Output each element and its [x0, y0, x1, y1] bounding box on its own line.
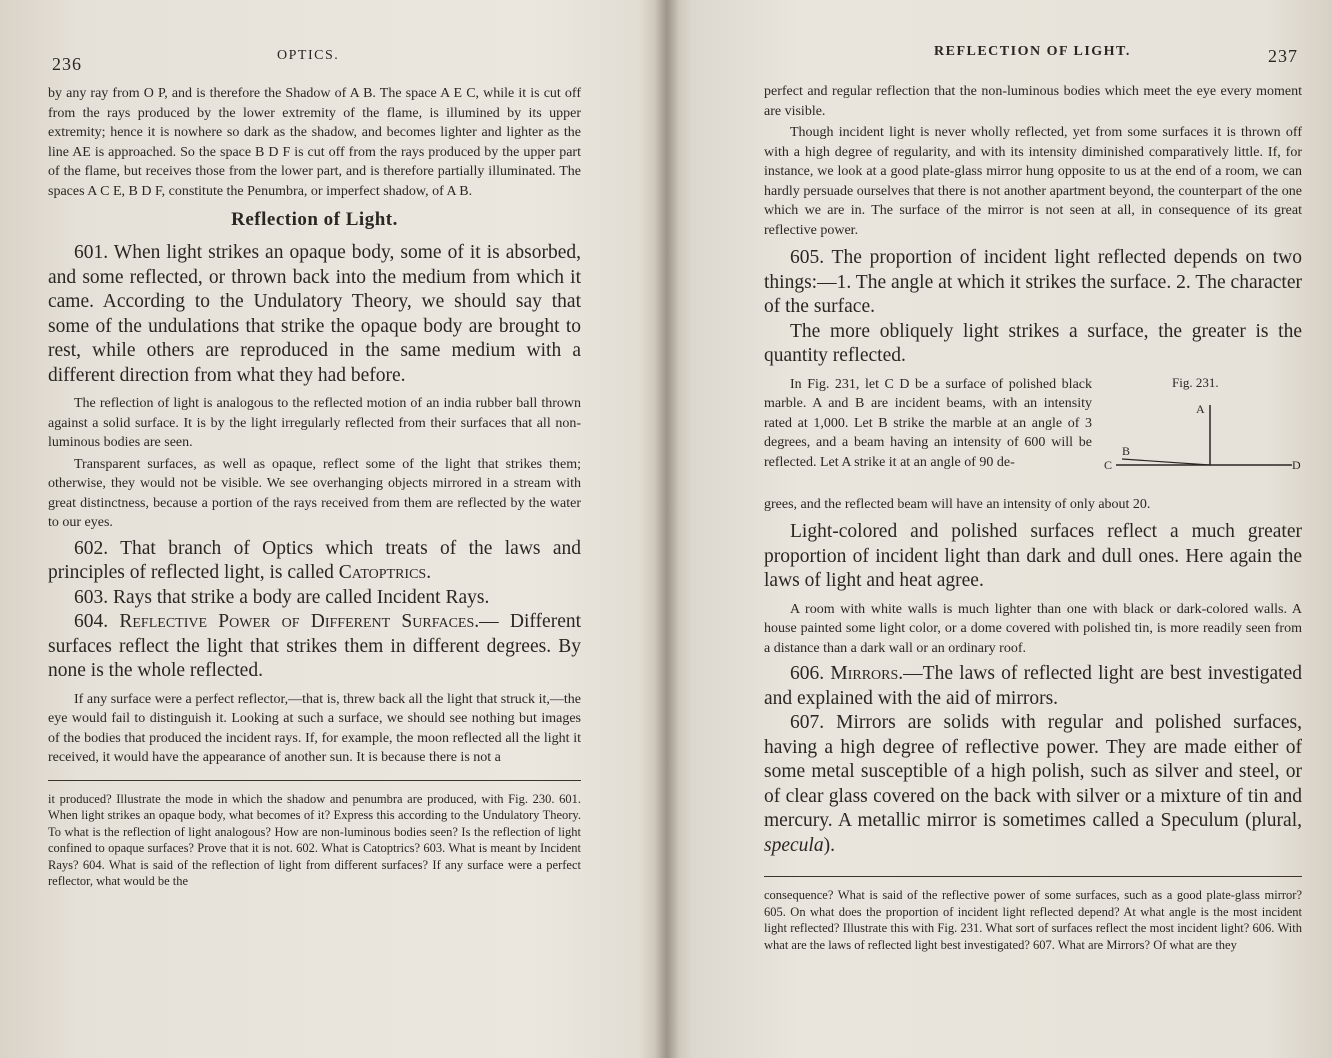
paragraph-601: 601. When light strikes an opaque body, some of it is absorbed, and some reflected, or thrown back into the medium from which it came. According to the Undulatory Theory, we should say that some of the undulations that strike the opaque body are brought to rest, while others are reproduced in the same medium with a different direction from what they had before. [48, 242, 581, 386]
paragraph-604 [48, 610, 581, 684]
footnote-rule-left [48, 780, 581, 781]
paragraph-605: 605. The proportion of incident light reflected depends on two things:—1. The angle at which it strikes the surface. 2. The character of the surface. [764, 247, 1302, 317]
figure-231-caption: Fig. 231. [1172, 374, 1219, 390]
p607-end: ). [823, 834, 835, 856]
note-white-walls: A room with white walls is much lighter than one with black or dark-colored walls. A house painted some light color, or a dome covered with polished tin, is more readily seen from a distance than a dark wall or an ordinary roof. [764, 601, 1302, 656]
book-gutter [655, 0, 679, 1058]
note-604: If any surface were a perfect reflector,—that is, threw back all the light that struck it,—the eye would fail to distinguish it. Looking at such a surface, we should see nothing but images of the bodies that produced the incident rays. If, for example, the moon reflected all the light it received, it would have the appearance of another sun. It is because there is not a [48, 691, 581, 765]
label-b: B [1122, 443, 1131, 458]
footnote-questions-right: consequence? What is said of the reflective power of some surfaces, such as a good plate-glass mirror? 605. On what does the proportion of incident light reflected depend? At what angle is the most incident light reflected? Illustrate this with Fig. 231. What sort of surfaces reflect the most incident light? 606. With what are the laws of reflected light best investigated? 607. What are Mirrors? Of what are they [764, 888, 1302, 952]
note-plate-glass: Though incident light is never wholly reflected, yet from some surfaces it is thrown off with a high degree of regularity, and with its intensity diminished comparatively little. If, for instance, we look at a good plate-glass mirror hung opposite to us at the end of a room, we can hardly persuade ourselves that there is not another apartment beyond, the counterpart of the one which we are in. The surface of the mirror is not seen at all, in consequence of its great reflective power. [764, 125, 1302, 238]
paragraph-602 [48, 537, 581, 586]
page-number-left: 236 [52, 54, 82, 74]
right-page-header [764, 40, 1302, 70]
p606-body: —The laws of reflected light are best investigated and explained with the aid of mirrors. [764, 663, 1302, 709]
p604-body: Different surfaces reflect the light that strikes them in different degrees. By none is the whole reflected. [48, 611, 582, 681]
beam-b-line [1122, 459, 1210, 465]
left-page [0, 0, 655, 1058]
left-page-header [48, 40, 581, 74]
figure-231-block [764, 375, 1302, 495]
p604-heading: 604. Reflective Power of Different Surfaces.— [74, 611, 499, 632]
page-number-right: 237 [1268, 46, 1298, 66]
continued-paragraph: perfect and regular reflection that the non-luminous bodies which meet the eye every moment are visible. [764, 84, 1302, 119]
footnote-rule-right [764, 876, 1302, 877]
note-601-reflection: The reflection of light is analogous to the reflected motion of an india rubber ball thrown against a solid surface. It is by the light irregularly reflected from their surfaces that all non-luminous bodies are seen. [48, 396, 581, 450]
intro-paragraph: by any ray from O P, and is therefore the Shadow of A B. The space A E C, while it is cut off from the rays produced by the lower extremity of the flame, is illumined by its upper extremity; hence it is nowhere so dark as the shadow, and becomes lighter and lighter as the line AE is approached. So the space B D F is cut off from the rays produced by the upper part of the flame, but receives those from the lower part, and is therefore partially illuminated. The spaces A C E, B D F, constitute the Penumbra, or imperfect shadow, of A B. [48, 86, 581, 199]
figure-231-description: In Fig. 231, let C D be a surface of polished black marble. A and B are incident beams, with an intensity rated at 1,000. Let B strike the marble at an angle of 3 degrees, and a beam having an intensity of 600 will be reflected. Let A strike it at an angle of 90 de- [764, 376, 1092, 470]
footnote-questions-left: it produced? Illustrate the mode in which the shadow and penumbra are produced, with Fig. 230. 601. When light strikes an opaque body, what becomes of it? Express this according to the Undulatory Theory. To what is the reflection of light analogous? How are non-luminous bodies seen? Is the reflection of light confined to opaque surfaces? Prove that it is not. 602. What is Catoptrics? 603. What is meant by Incident Rays? 604. What is said of the reflection of light from different surfaces? If any surface were a perfect reflector, what would be the [48, 791, 581, 888]
paragraph-light-colored: Light-colored and polished surfaces reflect a much greater proportion of incident light than dark and dull ones. Here again the laws of light and heat agree. [764, 521, 1302, 591]
p606-heading: 606. Mirrors. [790, 663, 904, 684]
figure-231-text [764, 375, 1092, 473]
label-a: A [1196, 401, 1205, 416]
figure-231-description-end: grees, and the reflected beam will have an intensity of only about 20. [764, 496, 1151, 512]
figure-231 [1102, 375, 1302, 495]
running-head-right: REFLECTION OF LIGHT. [934, 44, 1131, 59]
paragraph-607 [764, 711, 1302, 858]
p602-end: . [426, 562, 432, 583]
paragraph-603: 603. Rays that strike a body are called Incident Rays. [74, 586, 490, 608]
figure-231-diagram [1102, 375, 1302, 485]
p607-text: 607. Mirrors are solids with regular and polished surfaces, having a high degree of reflective power. They are made either of some metal susceptible of a high polish, such as silver and steel, or of clear glass covered on the back with silver or a mixture of tin and mercury. A metallic mirror is sometimes called a Speculum (plural, [764, 712, 1302, 831]
right-page [679, 0, 1332, 1058]
paragraph-605-oblique: The more obliquely light strikes a surface, the greater is the quantity reflected. [764, 320, 1302, 366]
label-c: C [1104, 457, 1113, 472]
paragraph-606 [764, 662, 1302, 711]
label-d: D [1292, 457, 1301, 472]
specula-term: specula [764, 834, 824, 856]
note-601-transparent: Transparent surfaces, as well as opaque, reflect some of the light that strikes them; otherwise, they would not be visible. We see overhanging objects mirrored in a stream with great distinctness, because a portion of the rays received from them are reflected by the water to our eyes. [48, 456, 581, 530]
section-heading: Reflection of Light. [231, 209, 398, 230]
running-head-left: OPTICS. [277, 48, 340, 63]
catoptrics-term: Catoptrics [338, 562, 427, 583]
p602-text: 602. That branch of Optics which treats of the laws and principles of reflected light, is called [48, 537, 581, 583]
